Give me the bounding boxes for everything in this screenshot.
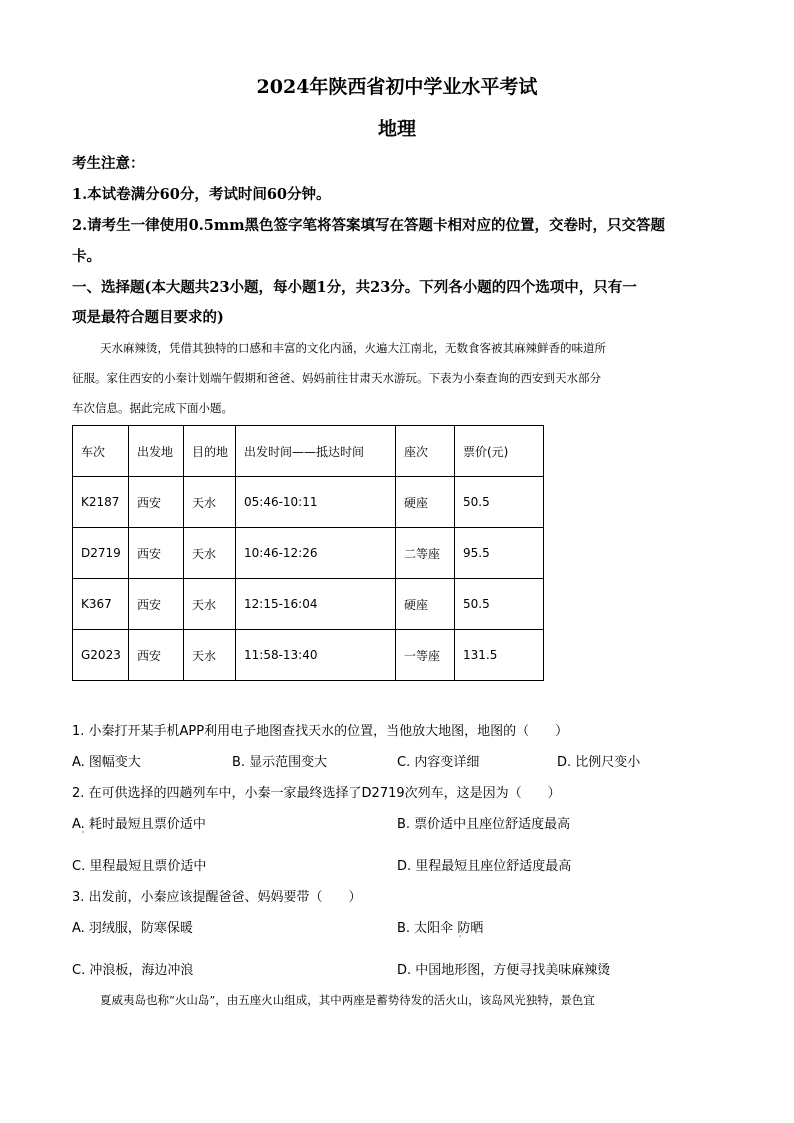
table-cell: 11:58-13:40: [236, 630, 396, 681]
question-2-option-d: D. 里程最短且座位舒适度最高: [397, 859, 572, 874]
table-cell: K2187: [73, 477, 129, 528]
question-3-option-b: B. 太阳伞 防晒: [397, 921, 484, 936]
table-row: [73, 528, 544, 579]
table-header-cell: 出发地: [129, 426, 184, 477]
table-header-row: [73, 426, 544, 477]
section-heading-line-2: 项是最符合题目要求的): [72, 309, 224, 326]
table-cell: 天水: [184, 579, 236, 630]
table-cell: 二等座: [396, 528, 455, 579]
stray-mark: ': [459, 934, 462, 943]
notice-item-2-line-1: 2.请考生一律使用0.5mm黑色签字笔将答案填写在答题卡相对应的位置，交卷时，只交答题: [72, 217, 666, 234]
section-heading-line-1: 一、选择题(本大题共23小题，每小题1分，共23分。下列各小题的四个选项中，只有一: [72, 279, 637, 296]
question-1-option-d: D. 比例尺变小: [557, 755, 641, 770]
question-3-option-d: D. 中国地形图，方便寻找美味麻辣烫: [397, 963, 611, 978]
question-3-option-c: C. 冲浪板，海边冲浪: [72, 963, 194, 978]
table-cell: 95.5: [455, 528, 544, 579]
table-cell: 131.5: [455, 630, 544, 681]
question-3-option-a: A. 羽绒服，防寒保暖: [72, 921, 193, 936]
table-row: [73, 579, 544, 630]
table-header-cell: 票价(元): [455, 426, 544, 477]
question-2-option-c: C. 里程最短且票价适中: [72, 859, 207, 874]
question-1-option-b: B. 显示范围变大: [232, 755, 328, 770]
table-cell: 12:15-16:04: [236, 579, 396, 630]
passage-2-line-1: 夏威夷岛也称“火山岛”，由五座火山组成，其中两座是蓄势待发的活火山，该岛风光独特，景色宜: [100, 993, 595, 1007]
table-header-cell: 车次: [73, 426, 129, 477]
question-2-option-a: A. 耗时最短且票价适中: [72, 817, 206, 832]
table-cell: 西安: [129, 630, 184, 681]
table-cell: 硬座: [396, 477, 455, 528]
passage-1-line-2: 征服。家住西安的小秦计划端午假期和爸爸、妈妈前往甘肃天水游玩。下表为小秦查询的西安到天水部分: [72, 371, 601, 385]
question-2-stem: 2. 在可供选择的四趟列车中，小秦一家最终选择了D2719次列车，这是因为（ ）: [72, 786, 561, 801]
table-cell: 西安: [129, 528, 184, 579]
question-3-stem: 3. 出发前，小秦应该提醒爸爸、妈妈要带（ ）: [72, 890, 362, 905]
question-1-option-c: C. 内容变详细: [397, 755, 480, 770]
passage-1-line-1: 天水麻辣烫，凭借其独特的口感和丰富的文化内涵，火遍大江南北，无数食客被其麻辣鲜香的味道所: [100, 341, 606, 355]
question-1-stem: 1. 小秦打开某手机APP利用电子地图查找天水的位置，当他放大地图，地图的（ ）: [72, 724, 569, 739]
question-2-option-b: B. 票价适中且座位舒适度最高: [397, 817, 571, 832]
table-cell: 西安: [129, 579, 184, 630]
table-row: [73, 477, 544, 528]
stray-mark: ': [82, 830, 85, 839]
train-schedule-table: [72, 425, 544, 681]
table-cell: G2023: [73, 630, 129, 681]
table-cell: K367: [73, 579, 129, 630]
table-cell: D2719: [73, 528, 129, 579]
notice-item-1: 1.本试卷满分60分，考试时间60分钟。: [72, 186, 331, 203]
table-cell: 西安: [129, 477, 184, 528]
notice-item-2-line-2: 卡。: [72, 248, 101, 265]
table-cell: 50.5: [455, 579, 544, 630]
passage-1-line-3: 车次信息。据此完成下面小题。: [72, 401, 233, 415]
table-row: [73, 630, 544, 681]
table-header-cell: 座次: [396, 426, 455, 477]
exam-title: 2024年陕西省初中学业水平考试: [256, 76, 538, 98]
table-cell: 05:46-10:11: [236, 477, 396, 528]
table-cell: 50.5: [455, 477, 544, 528]
table-cell: 硬座: [396, 579, 455, 630]
table-header-cell: 目的地: [184, 426, 236, 477]
table-cell: 一等座: [396, 630, 455, 681]
table-cell: 天水: [184, 630, 236, 681]
table-cell: 10:46-12:26: [236, 528, 396, 579]
table-cell: 天水: [184, 477, 236, 528]
table-header-cell: 出发时间——抵达时间: [236, 426, 396, 477]
notice-heading: 考生注意：: [72, 155, 145, 172]
question-1-option-a: A. 图幅变大: [72, 755, 141, 770]
subject-title: 地理: [377, 118, 416, 140]
table-cell: 天水: [184, 528, 236, 579]
